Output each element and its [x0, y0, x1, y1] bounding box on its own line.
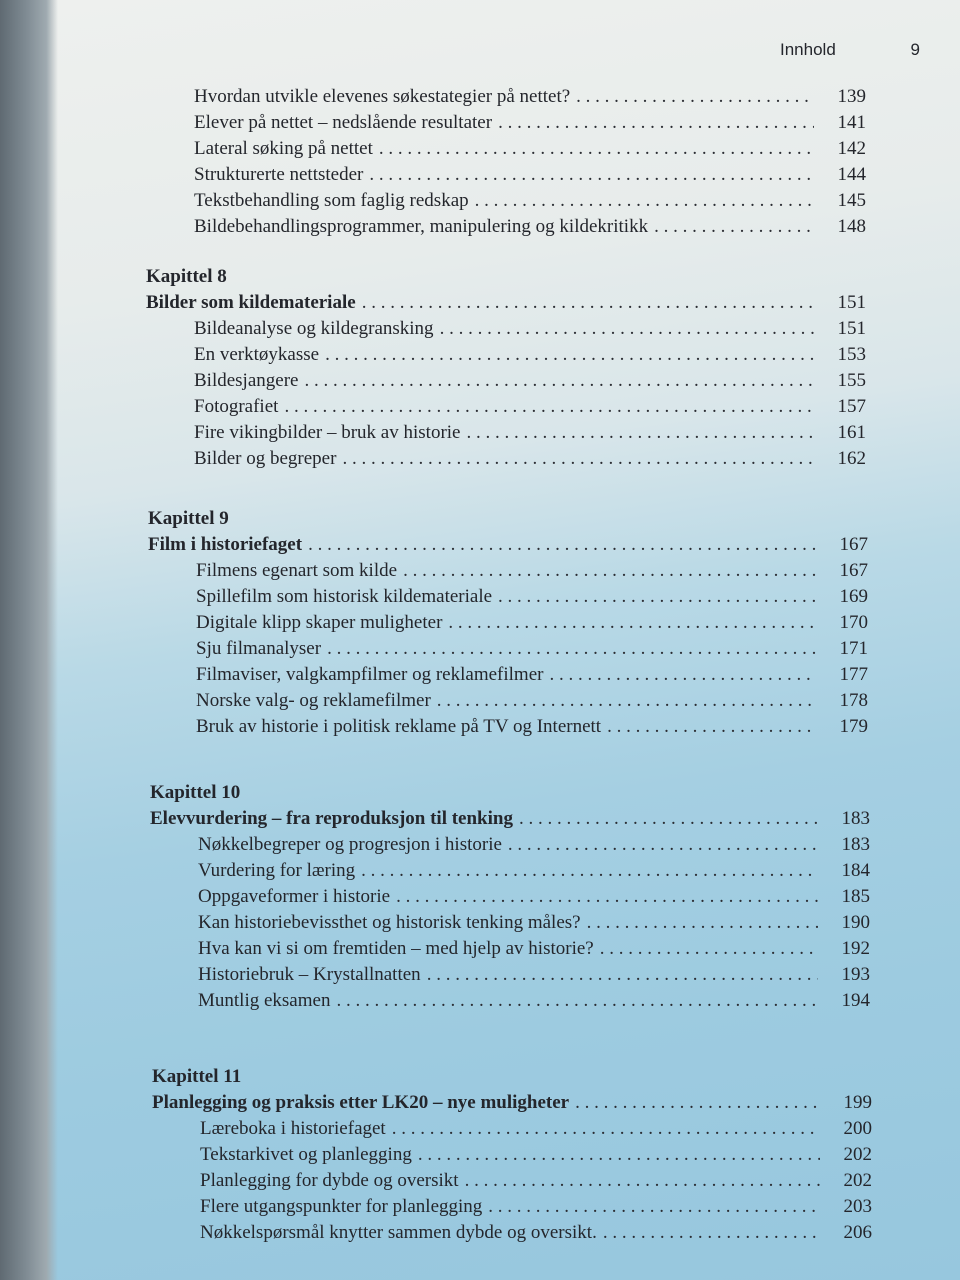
toc-entry-page: 155: [837, 370, 866, 391]
toc-entry-page: 144: [837, 164, 866, 185]
toc-entry: [146, 214, 866, 240]
leader-dots: [379, 136, 814, 162]
toc-entry-title: Oppgaveformer i historie: [198, 886, 391, 907]
toc-entry-title: Tekstbehandling som faglig redskap: [194, 190, 469, 211]
toc-entry-title: Læreboka i historiefaget: [200, 1118, 386, 1139]
toc-entry-page: 183: [841, 834, 870, 855]
leader-dots: [603, 1220, 820, 1246]
leader-dots: [396, 884, 818, 910]
leader-dots: [465, 1168, 820, 1194]
toc-entry-title: Bildeanalyse og kildegransking: [194, 318, 434, 339]
toc-entry: [146, 316, 866, 342]
leader-dots: [466, 420, 814, 446]
leader-dots: [440, 316, 814, 342]
toc-entry: [146, 110, 866, 136]
leader-dots: [498, 584, 816, 610]
chapter-title-row: [148, 532, 868, 558]
toc-entry-title: Historiebruk – Krystallnatten: [198, 964, 421, 985]
toc-chapter-11: [152, 1064, 872, 1246]
toc-entry-title: Spillefilm som historisk kildemateriale: [196, 586, 493, 607]
chapter-page: 183: [841, 808, 870, 829]
leader-dots: [488, 1194, 820, 1220]
toc-entry: [146, 136, 866, 162]
leader-dots: [576, 84, 814, 110]
toc-entry-page: 194: [841, 990, 870, 1011]
leader-dots: [607, 714, 816, 740]
leader-dots: [308, 532, 816, 558]
toc-entry: [146, 162, 866, 188]
toc-entry-title: Muntlig eksamen: [198, 990, 331, 1011]
toc-entry-title: Fire vikingbilder – bruk av historie: [194, 422, 461, 443]
toc-chapter-10: [150, 780, 870, 1014]
toc-entry-page: 151: [837, 318, 866, 339]
toc-entry-page: 185: [841, 886, 870, 907]
leader-dots: [325, 342, 814, 368]
toc-entry-title: Fotografiet: [194, 396, 279, 417]
toc-entry-page: 170: [839, 612, 868, 633]
chapter-title-row: [146, 290, 866, 316]
leader-dots: [327, 636, 816, 662]
chapter-label: Kapittel 10: [150, 782, 241, 803]
toc-entry-page: 200: [843, 1118, 872, 1139]
toc-entry-page: 178: [839, 690, 868, 711]
toc-entry: [148, 688, 868, 714]
toc-chapter-9: [148, 506, 868, 740]
leader-dots: [549, 662, 816, 688]
chapter-page: 151: [837, 292, 866, 313]
running-header: [780, 40, 920, 60]
leader-dots: [304, 368, 814, 394]
toc-chapter-8: [146, 264, 866, 472]
toc-entry: [152, 1194, 872, 1220]
toc-entry: [146, 394, 866, 420]
toc-entry: [152, 1116, 872, 1142]
toc-entry-page: 142: [837, 138, 866, 159]
toc-entry: [148, 558, 868, 584]
toc-entry-page: 141: [837, 112, 866, 133]
toc-entry-title: Norske valg- og reklamefilmer: [196, 690, 431, 711]
toc-entry: [152, 1220, 872, 1246]
chapter-label: Kapittel 8: [146, 266, 227, 287]
toc-entry-title: Planlegging for dybde og oversikt: [200, 1170, 459, 1191]
toc-entry-title: Elever på nettet – nedslående resultater: [194, 112, 493, 133]
toc-entry-title: Tekstarkivet og planlegging: [200, 1144, 412, 1165]
leader-dots: [498, 110, 814, 136]
toc-entry: [150, 884, 870, 910]
toc-entry-title: Flere utgangspunkter for planlegging: [200, 1196, 483, 1217]
toc-entry-page: 157: [837, 396, 866, 417]
leader-dots: [448, 610, 816, 636]
leader-dots: [575, 1090, 820, 1116]
toc-entry: [146, 420, 866, 446]
toc-entry-title: Vurdering for læring: [198, 860, 356, 881]
toc-entry-page: 202: [843, 1170, 872, 1191]
toc-entry: [148, 662, 868, 688]
leader-dots: [427, 962, 818, 988]
chapter-title: Elevvurdering – fra reproduksjon til tenking: [150, 808, 513, 829]
toc-entry-page: 193: [841, 964, 870, 985]
chapter-label: Kapittel 11: [152, 1066, 242, 1087]
chapter-title-row: [152, 1090, 872, 1116]
toc-entry: [148, 584, 868, 610]
toc-entry-title: Nøkkelbegreper og progresjon i historie: [198, 834, 502, 855]
leader-dots: [369, 162, 814, 188]
leader-dots: [342, 446, 814, 472]
toc-entry-page: 192: [841, 938, 870, 959]
toc-entry: [152, 1142, 872, 1168]
leader-dots: [508, 832, 818, 858]
toc-entry-title: Lateral søking på nettet: [194, 138, 373, 159]
toc-entry-page: 169: [839, 586, 868, 607]
toc-entry: [146, 342, 866, 368]
toc-entry-page: 161: [837, 422, 866, 443]
leader-dots: [336, 988, 818, 1014]
running-header-page-number: 9: [910, 40, 920, 59]
toc-entry: [150, 858, 870, 884]
chapter-title: Planlegging og praksis etter LK20 – nye muligheter: [152, 1092, 570, 1113]
leader-dots: [362, 290, 814, 316]
toc-entry-page: 190: [841, 912, 870, 933]
toc-entry-page: 184: [841, 860, 870, 881]
chapter-title: Bilder som kildemateriale: [146, 292, 356, 313]
leader-dots: [284, 394, 814, 420]
running-header-title: Innhold: [780, 40, 836, 59]
leader-dots: [392, 1116, 820, 1142]
toc-entry: [150, 962, 870, 988]
leader-dots: [361, 858, 818, 884]
toc-entry-page: 167: [839, 560, 868, 581]
toc-entry: [148, 636, 868, 662]
toc-entry: [146, 368, 866, 394]
chapter-label: Kapittel 9: [148, 508, 229, 529]
chapter-title-row: [150, 806, 870, 832]
toc-entry-page: 179: [839, 716, 868, 737]
toc-entry-page: 177: [839, 664, 868, 685]
toc-entry-page: 139: [837, 86, 866, 107]
toc-entry-title: Filmaviser, valgkampfilmer og reklamefilmer: [196, 664, 544, 685]
toc-entry-title: Bruk av historie i politisk reklame på TV og Internett: [196, 716, 602, 737]
leader-dots: [654, 214, 814, 240]
toc-entry-title: Kan historiebevissthet og historisk tenking måles?: [198, 912, 581, 933]
leader-dots: [600, 936, 818, 962]
toc-entry-title: Strukturerte nettsteder: [194, 164, 364, 185]
toc-entry-page: 153: [837, 344, 866, 365]
toc-entry-page: 171: [839, 638, 868, 659]
toc-entry: [148, 610, 868, 636]
toc-entry-title: Sju filmanalyser: [196, 638, 322, 659]
toc-entry-page: 148: [837, 216, 866, 237]
toc-entry-page: 206: [843, 1222, 872, 1243]
toc-entry: [146, 446, 866, 472]
toc-entry: [150, 988, 870, 1014]
toc-entry-title: Hvordan utvikle elevenes søkestategier på nettet?: [194, 86, 571, 107]
chapter-title: Film i historiefaget: [148, 534, 303, 555]
toc-entry-page: 145: [837, 190, 866, 211]
leader-dots: [519, 806, 818, 832]
toc-entry-title: Bilder og begreper: [194, 448, 337, 469]
toc-entry-title: Hva kan vi si om fremtiden – med hjelp av historie?: [198, 938, 594, 959]
toc-entry: [148, 714, 868, 740]
toc-entry-page: 202: [843, 1144, 872, 1165]
leader-dots: [587, 910, 818, 936]
toc-entry: [146, 84, 866, 110]
toc-entry: [150, 936, 870, 962]
toc-entry-page: 162: [837, 448, 866, 469]
toc-entry-title: Filmens egenart som kilde: [196, 560, 398, 581]
leader-dots: [437, 688, 816, 714]
toc-entry: [150, 832, 870, 858]
leader-dots: [403, 558, 816, 584]
leader-dots: [475, 188, 814, 214]
toc-entry-page: 203: [843, 1196, 872, 1217]
toc-entry-title: Nøkkelspørsmål knytter sammen dybde og oversikt.: [200, 1222, 597, 1243]
toc-entry-title: Bildebehandlingsprogrammer, manipulering og kildekritikk: [194, 216, 649, 237]
leader-dots: [418, 1142, 820, 1168]
toc-continuation: [146, 84, 866, 240]
chapter-page: 199: [843, 1092, 872, 1113]
toc-entry-title: En verktøykasse: [194, 344, 320, 365]
toc-entry: [150, 910, 870, 936]
toc-entry: [152, 1168, 872, 1194]
chapter-page: 167: [839, 534, 868, 555]
toc-entry-title: Digitale klipp skaper muligheter: [196, 612, 443, 633]
toc-entry-title: Bildesjangere: [194, 370, 299, 391]
toc-entry: [146, 188, 866, 214]
